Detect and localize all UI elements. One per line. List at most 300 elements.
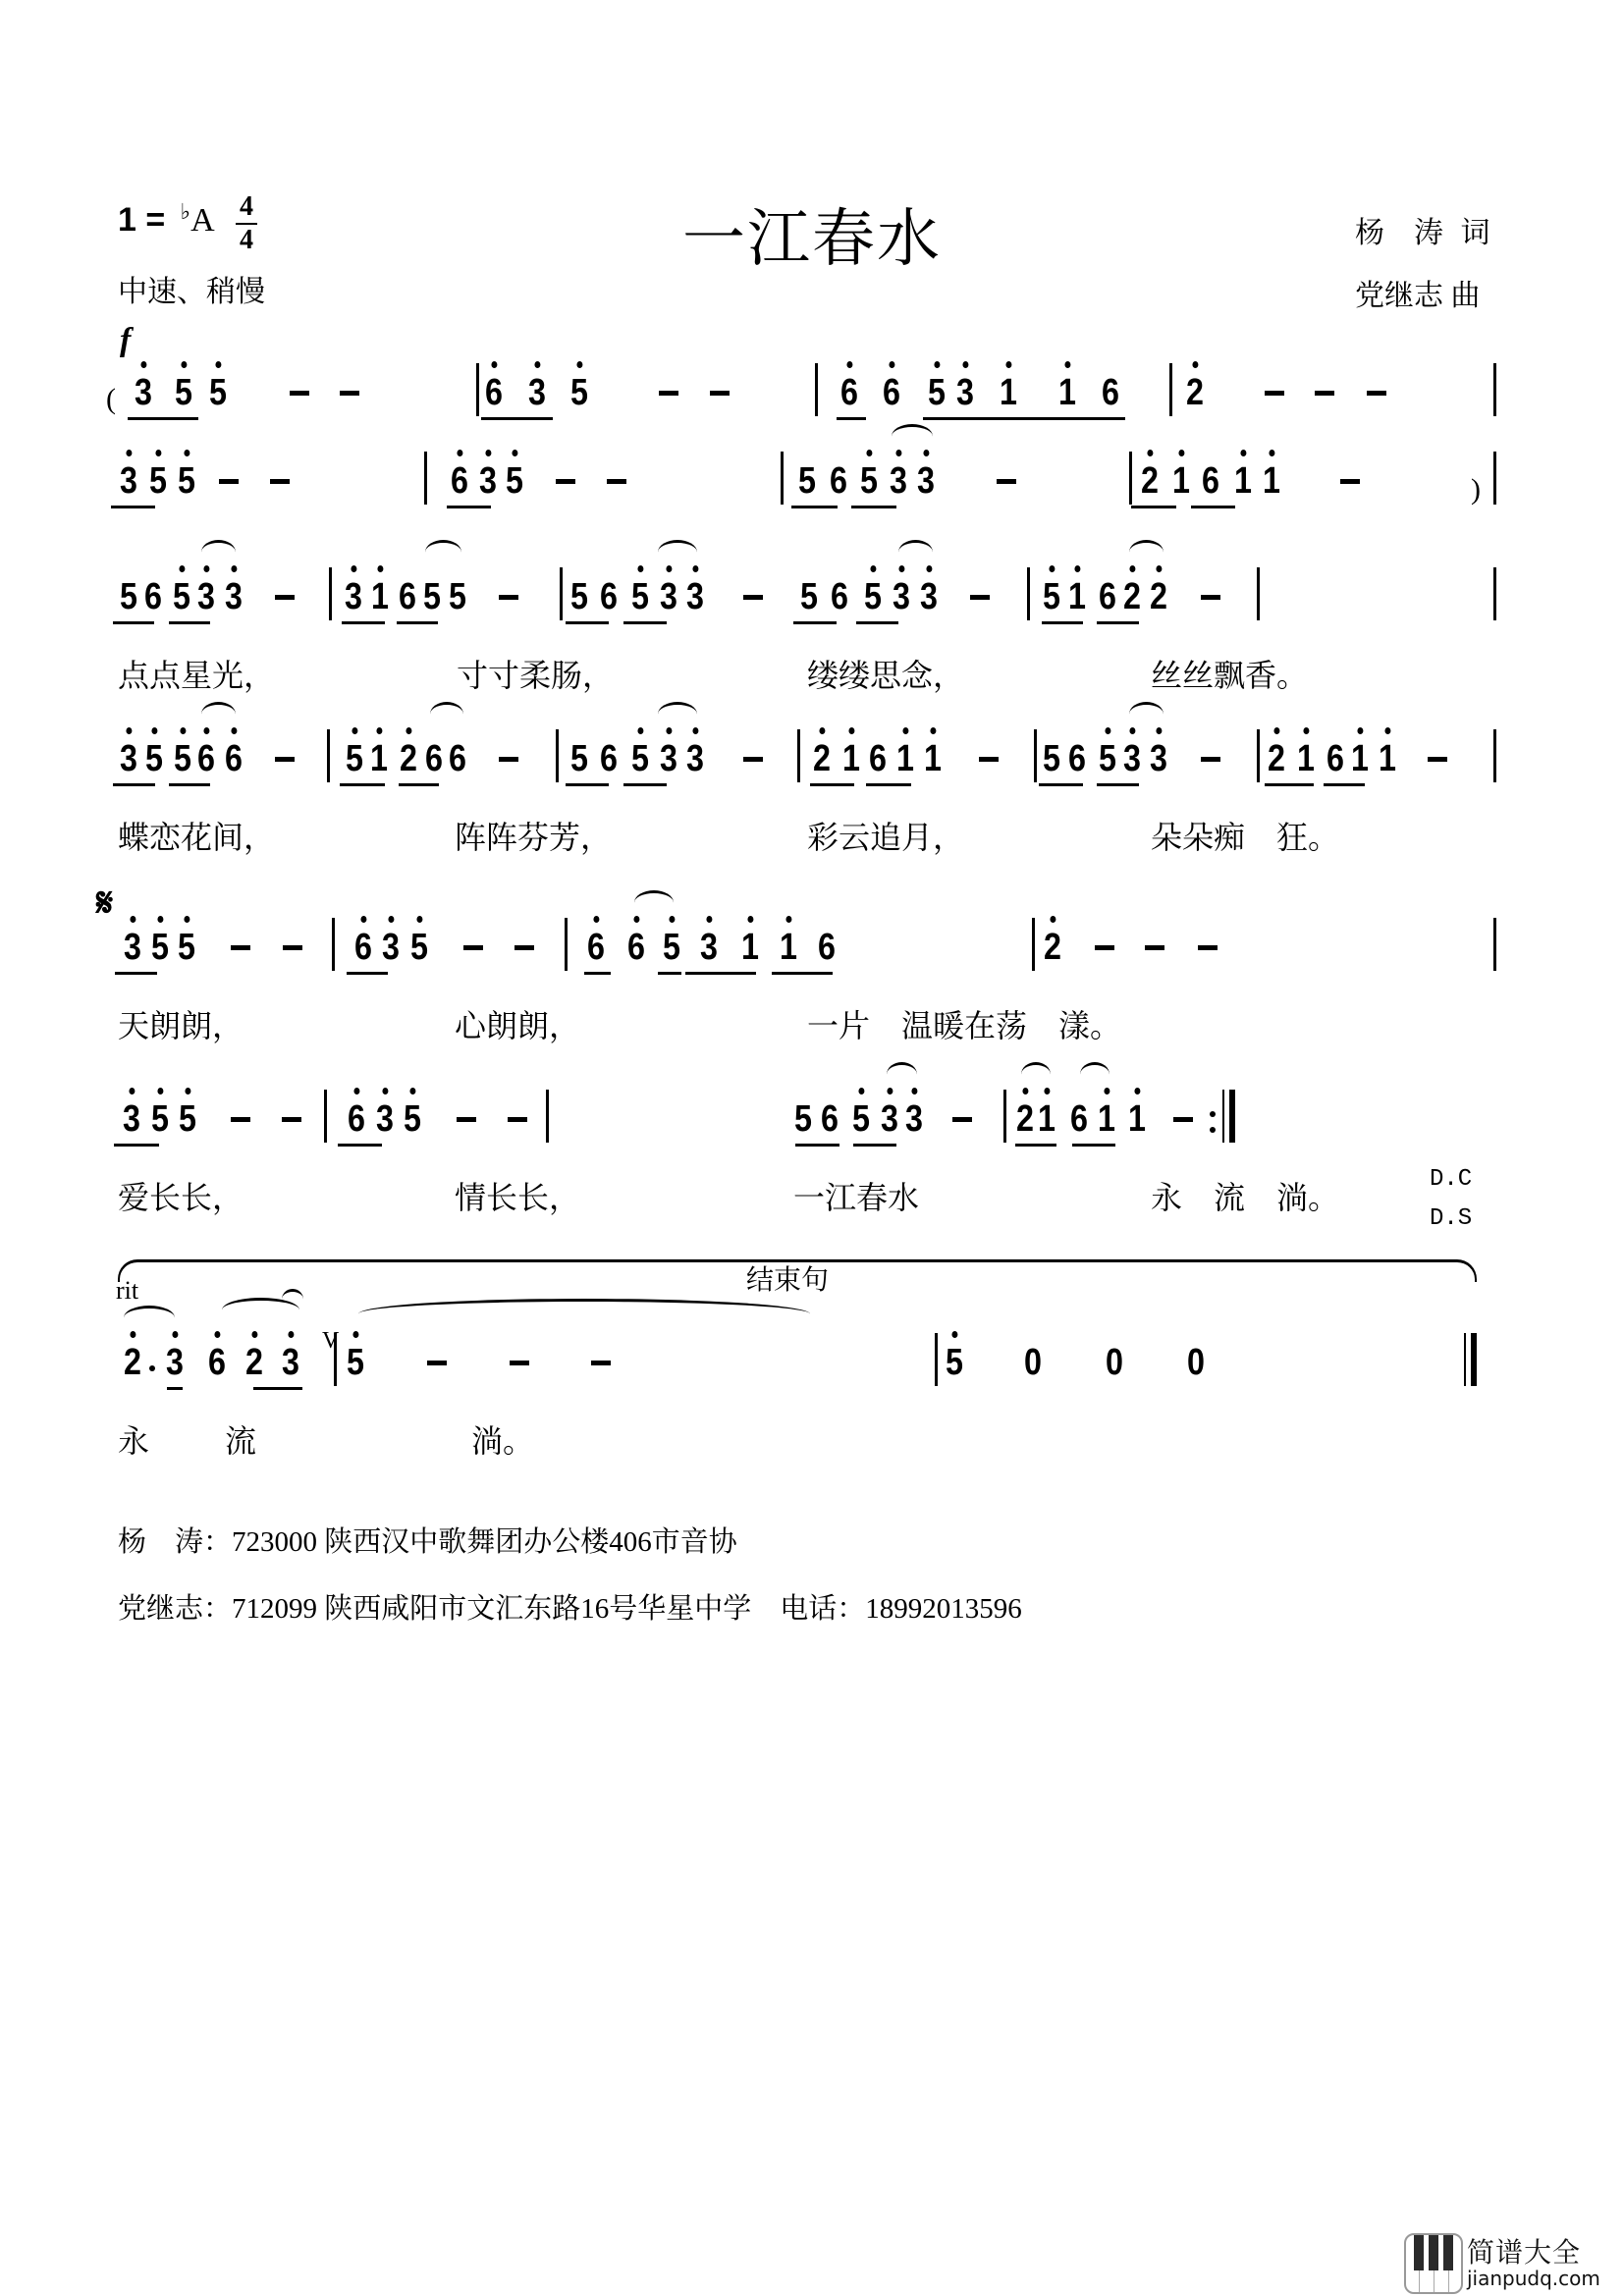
tie <box>430 702 463 726</box>
note: 3 <box>696 928 722 967</box>
barline <box>1032 918 1035 971</box>
underline <box>113 621 154 624</box>
composer-address: 党继志：712099 陕西咸阳市文汇东路16号华星中学 电话：18992013596 <box>118 1593 1022 1625</box>
fermata-icon <box>282 1289 303 1309</box>
underline <box>793 621 837 624</box>
lyricist-credit: 杨 涛 词 <box>1355 217 1490 249</box>
note: 6 <box>204 1343 230 1382</box>
note: 1 <box>1124 1099 1150 1139</box>
dash <box>1201 595 1220 600</box>
barline <box>1493 363 1496 416</box>
dynamic-forte: f <box>120 322 132 358</box>
note: 3 <box>193 577 219 616</box>
note: 5 <box>860 577 886 616</box>
lyric-text: 朵朵痴 狂。 <box>1151 820 1340 855</box>
tie <box>201 540 236 564</box>
note: 6 <box>399 576 416 617</box>
key-prefix: 1 = <box>118 201 175 239</box>
tie <box>1080 1062 1110 1087</box>
lyric-text: 爱长长， <box>118 1180 244 1215</box>
note: 3 <box>475 461 501 501</box>
note: 5 <box>170 739 195 778</box>
note: 2 <box>1119 577 1145 616</box>
lyric-text: 阵阵芬芳， <box>455 820 613 855</box>
lyric-text: 蝶恋花间， <box>118 820 276 855</box>
note: 5 <box>502 461 527 501</box>
underline <box>1265 783 1314 786</box>
note: 5 <box>449 576 466 617</box>
dash <box>1340 479 1360 484</box>
open-paren: ( <box>106 383 116 415</box>
note: 3 <box>131 373 156 412</box>
note: 2 <box>1040 928 1065 967</box>
underline <box>853 1144 896 1147</box>
underline <box>167 1387 183 1390</box>
underline <box>1011 417 1125 420</box>
note: 3 <box>889 577 914 616</box>
note: 6 <box>193 739 219 778</box>
underline <box>856 621 898 624</box>
note: 5 <box>1043 738 1060 779</box>
underline <box>923 417 950 420</box>
underline <box>566 621 609 624</box>
note: 5 <box>659 928 684 967</box>
note: 3 <box>162 1343 188 1382</box>
composer-credit: 党继志 曲 <box>1355 280 1481 312</box>
note: 5 <box>147 928 173 967</box>
note: 5 <box>570 738 588 779</box>
repeat-dot <box>1210 1127 1216 1133</box>
tie <box>124 1306 175 1330</box>
dash <box>743 757 763 762</box>
dash <box>659 391 678 396</box>
dash <box>1198 945 1218 950</box>
ds-mark: D.S <box>1430 1205 1473 1232</box>
flat-icon: ♭ <box>180 200 191 225</box>
note: 1 <box>1064 577 1090 616</box>
note: 1 <box>996 373 1021 412</box>
note: 1 <box>893 739 918 778</box>
dash <box>282 1117 301 1122</box>
underline <box>772 972 833 975</box>
note: 6 <box>583 928 609 967</box>
note: 5 <box>794 1098 812 1140</box>
rit-mark: rit <box>116 1276 139 1305</box>
note: 6 <box>879 373 904 412</box>
note: 5 <box>174 461 199 501</box>
underline <box>1097 621 1139 624</box>
dash <box>1315 391 1334 396</box>
barline <box>556 729 559 782</box>
ending-bracket <box>118 1259 1477 1282</box>
underline <box>810 783 854 786</box>
underline <box>169 783 210 786</box>
repeat-dot <box>1210 1111 1216 1117</box>
dash <box>283 945 302 950</box>
time-sig-bottom: 4 <box>240 225 253 255</box>
note: 1 <box>1230 461 1256 501</box>
lyric-text: 情长长， <box>455 1180 581 1215</box>
underline <box>128 417 198 420</box>
underline <box>399 783 439 786</box>
note: 2 <box>809 739 835 778</box>
note: 5 <box>175 1099 200 1139</box>
note: 6 <box>1099 576 1116 617</box>
note: 3 <box>886 461 911 501</box>
dash <box>1201 757 1220 762</box>
underline <box>566 783 609 786</box>
dash <box>270 479 290 484</box>
barline <box>815 363 818 416</box>
underline <box>866 783 911 786</box>
dash <box>979 757 999 762</box>
tie <box>1129 540 1164 564</box>
underline <box>342 621 385 624</box>
underline <box>1039 783 1083 786</box>
ending-label: 结束句 <box>746 1265 830 1296</box>
dash <box>952 1117 972 1122</box>
dash <box>710 391 730 396</box>
note: 1 <box>776 928 801 967</box>
note: 1 <box>1375 739 1400 778</box>
underline <box>115 972 157 975</box>
underline <box>169 621 210 624</box>
note: 3 <box>682 739 708 778</box>
underline <box>111 506 155 508</box>
note: 5 <box>848 1099 874 1139</box>
barline <box>1471 1333 1477 1386</box>
underline <box>340 783 385 786</box>
lyric-text: 永 流 淌。 <box>1151 1180 1340 1215</box>
note: 3 <box>372 1099 398 1139</box>
underline <box>837 417 866 420</box>
note: 6 <box>447 461 472 501</box>
aug-dot <box>149 1365 155 1371</box>
dash <box>290 391 309 396</box>
barline <box>1169 363 1172 416</box>
lyric-text: 寸寸柔肠， <box>457 658 615 693</box>
underline <box>1131 506 1176 508</box>
barline <box>560 567 563 620</box>
note: 5 <box>343 1343 368 1382</box>
barline <box>797 729 800 782</box>
tie <box>1021 1062 1051 1087</box>
tempo-marking: 中速、稍慢 <box>118 276 265 308</box>
dash <box>743 595 763 600</box>
underline <box>1042 621 1083 624</box>
barline <box>332 918 335 971</box>
tie <box>658 702 697 726</box>
underline <box>113 783 155 786</box>
barline <box>329 567 332 620</box>
tie <box>634 890 674 915</box>
tie <box>201 702 236 726</box>
barline <box>1222 1090 1224 1143</box>
barline <box>327 729 330 782</box>
note: 1 <box>1034 1099 1059 1139</box>
note: 3 <box>221 577 246 616</box>
note: 6 <box>600 738 618 779</box>
note: 3 <box>952 373 978 412</box>
note: 1 <box>367 577 393 616</box>
barline <box>935 1333 938 1386</box>
barline <box>1229 1090 1235 1143</box>
underline <box>851 506 896 508</box>
dash <box>457 1117 476 1122</box>
segno-icon: 𝄋 <box>96 880 114 926</box>
barline <box>1493 729 1496 782</box>
key-letter: A <box>190 202 215 239</box>
note: 2 <box>1264 739 1289 778</box>
note: 5 <box>400 1099 425 1139</box>
underline <box>1015 1144 1056 1147</box>
note: 3 <box>278 1343 303 1382</box>
note: 6 <box>449 738 466 779</box>
note: 5 <box>171 373 196 412</box>
dash <box>275 757 295 762</box>
barline <box>1027 567 1030 620</box>
underline <box>658 972 681 975</box>
note: 5 <box>627 577 653 616</box>
note: 0 <box>1106 1342 1123 1383</box>
dash <box>591 1361 611 1365</box>
dash <box>1095 945 1114 950</box>
note: 1 <box>920 739 946 778</box>
dash <box>514 945 534 950</box>
close-paren: ) <box>1471 473 1481 506</box>
underline <box>338 1144 382 1147</box>
note: 2 <box>1146 577 1171 616</box>
note: 3 <box>116 739 141 778</box>
note: 3 <box>341 577 366 616</box>
note: 2 <box>1012 1099 1038 1139</box>
note: 5 <box>120 576 137 617</box>
note: 6 <box>221 739 246 778</box>
dash <box>231 1117 250 1122</box>
dash <box>970 595 990 600</box>
dash <box>508 1117 527 1122</box>
note: 6 <box>481 373 507 412</box>
barline <box>424 452 427 505</box>
note: 5 <box>147 1099 173 1139</box>
note: 3 <box>682 577 708 616</box>
note: 5 <box>141 739 167 778</box>
dash <box>219 479 239 484</box>
dash <box>997 479 1016 484</box>
note: 3 <box>877 1099 902 1139</box>
underline <box>795 1144 839 1147</box>
underline <box>447 506 491 508</box>
barline <box>1034 729 1037 782</box>
underline <box>623 621 667 624</box>
lyric-text: 心朗朗， <box>455 1008 581 1043</box>
lyricist-address: 杨 涛：723000 陕西汉中歌舞团办公楼406市音协 <box>118 1526 737 1558</box>
note: 5 <box>1095 739 1120 778</box>
note: 3 <box>656 739 681 778</box>
note: 6 <box>821 1098 839 1140</box>
note: 5 <box>798 460 816 502</box>
dash <box>1428 757 1447 762</box>
note: 5 <box>924 373 949 412</box>
dash <box>499 595 518 600</box>
lyric-text: 永 <box>118 1423 150 1459</box>
tie <box>425 540 461 564</box>
note: 5 <box>342 739 367 778</box>
underline <box>1191 506 1235 508</box>
dash <box>1173 1117 1193 1122</box>
note: 5 <box>570 576 588 617</box>
tie <box>1129 702 1164 726</box>
note: 6 <box>1068 738 1086 779</box>
note: 6 <box>600 576 618 617</box>
dash <box>427 1361 447 1365</box>
barline <box>546 1090 549 1143</box>
note: 6 <box>1102 372 1119 413</box>
note: 0 <box>1187 1342 1205 1383</box>
watermark-en: jianpudq.com <box>1467 2267 1600 2290</box>
breath-mark: V <box>322 1328 340 1354</box>
dash <box>1265 391 1284 396</box>
note: 3 <box>378 928 404 967</box>
note: 1 <box>366 739 392 778</box>
song-title: 一江春水 <box>682 204 942 274</box>
dash <box>556 479 575 484</box>
underline <box>397 621 438 624</box>
barline <box>1257 567 1260 620</box>
note: 5 <box>205 373 231 412</box>
lyric-text: 点点星光， <box>118 658 276 693</box>
note: 3 <box>656 577 681 616</box>
note: 2 <box>1137 461 1163 501</box>
barline <box>1129 452 1132 505</box>
tie <box>892 424 933 449</box>
tie <box>658 540 697 564</box>
note: 3 <box>119 1099 144 1139</box>
barline <box>1003 1090 1006 1143</box>
note: 1 <box>1055 373 1080 412</box>
note: 6 <box>144 576 162 617</box>
piano-keys-icon <box>1404 2233 1463 2294</box>
note: 5 <box>169 577 194 616</box>
note: 6 <box>837 373 862 412</box>
underline <box>114 1144 159 1147</box>
note: 2 <box>396 739 421 778</box>
underline <box>685 972 756 975</box>
lyric-text: 彩云追月， <box>807 820 965 855</box>
note: 3 <box>116 461 141 501</box>
barline <box>565 918 568 971</box>
note: 0 <box>1024 1342 1042 1383</box>
note: 1 <box>1347 739 1373 778</box>
lyric-text: 一江春水 <box>793 1180 920 1215</box>
watermark-logo <box>1404 2231 1610 2292</box>
note: 1 <box>839 739 864 778</box>
note: 1 <box>737 928 763 967</box>
lyric-text: 淌。 <box>471 1423 535 1459</box>
note: 6 <box>1202 460 1219 502</box>
dash <box>463 945 483 950</box>
note: 5 <box>856 461 882 501</box>
barline <box>476 363 479 416</box>
barline <box>1493 567 1496 620</box>
note: 6 <box>425 738 443 779</box>
barline <box>1257 729 1260 782</box>
lyric-text: 缕缕思念， <box>807 658 965 693</box>
dash <box>510 1361 529 1365</box>
dash <box>607 479 626 484</box>
underline <box>347 972 388 975</box>
underline <box>253 1387 302 1390</box>
tie <box>358 1299 810 1329</box>
note: 6 <box>830 460 847 502</box>
note: 5 <box>627 739 653 778</box>
underline <box>791 506 838 508</box>
watermark-cn: 简谱大全 <box>1467 2236 1582 2269</box>
underline <box>584 972 611 975</box>
dash <box>499 757 518 762</box>
note: 3 <box>524 373 550 412</box>
note: 2 <box>120 1343 145 1382</box>
note: 3 <box>916 577 942 616</box>
barline <box>781 452 784 505</box>
dash <box>275 595 295 600</box>
note: 3 <box>1146 739 1171 778</box>
underline <box>1097 783 1139 786</box>
barline <box>324 1090 327 1143</box>
note: 5 <box>174 928 199 967</box>
note: 3 <box>913 461 939 501</box>
tie <box>898 540 933 564</box>
note: 3 <box>901 1099 927 1139</box>
tie <box>887 1062 917 1087</box>
underline <box>1072 1144 1115 1147</box>
barline <box>1464 1333 1466 1386</box>
note: 5 <box>406 928 432 967</box>
note: 1 <box>1293 739 1319 778</box>
note: 5 <box>423 576 441 617</box>
barline <box>1493 452 1496 505</box>
note: 6 <box>818 927 836 968</box>
note: 5 <box>942 1343 967 1382</box>
barline <box>1493 918 1496 971</box>
underline <box>623 783 667 786</box>
note: 1 <box>1259 461 1284 501</box>
dash <box>340 391 359 396</box>
note: 6 <box>1070 1098 1088 1140</box>
lyric-text: 一片 温暖在荡 漾。 <box>807 1008 1122 1043</box>
note: 6 <box>831 576 848 617</box>
note: 3 <box>1119 739 1145 778</box>
dc-mark: D.C <box>1430 1166 1473 1193</box>
dash <box>1145 945 1164 950</box>
note: 6 <box>623 928 649 967</box>
note: 3 <box>120 928 145 967</box>
note: 6 <box>1326 738 1344 779</box>
note: 6 <box>344 1099 369 1139</box>
underline <box>1324 783 1365 786</box>
note: 5 <box>1039 577 1064 616</box>
note: 1 <box>1168 461 1194 501</box>
note: 6 <box>869 738 887 779</box>
note: 1 <box>1094 1099 1119 1139</box>
dash <box>231 945 250 950</box>
lyric-text: 流 <box>225 1423 257 1459</box>
note: 6 <box>351 928 376 967</box>
note: 5 <box>145 461 171 501</box>
lyric-text: 天朗朗， <box>118 1008 244 1043</box>
dash <box>1367 391 1386 396</box>
note: 5 <box>567 373 592 412</box>
